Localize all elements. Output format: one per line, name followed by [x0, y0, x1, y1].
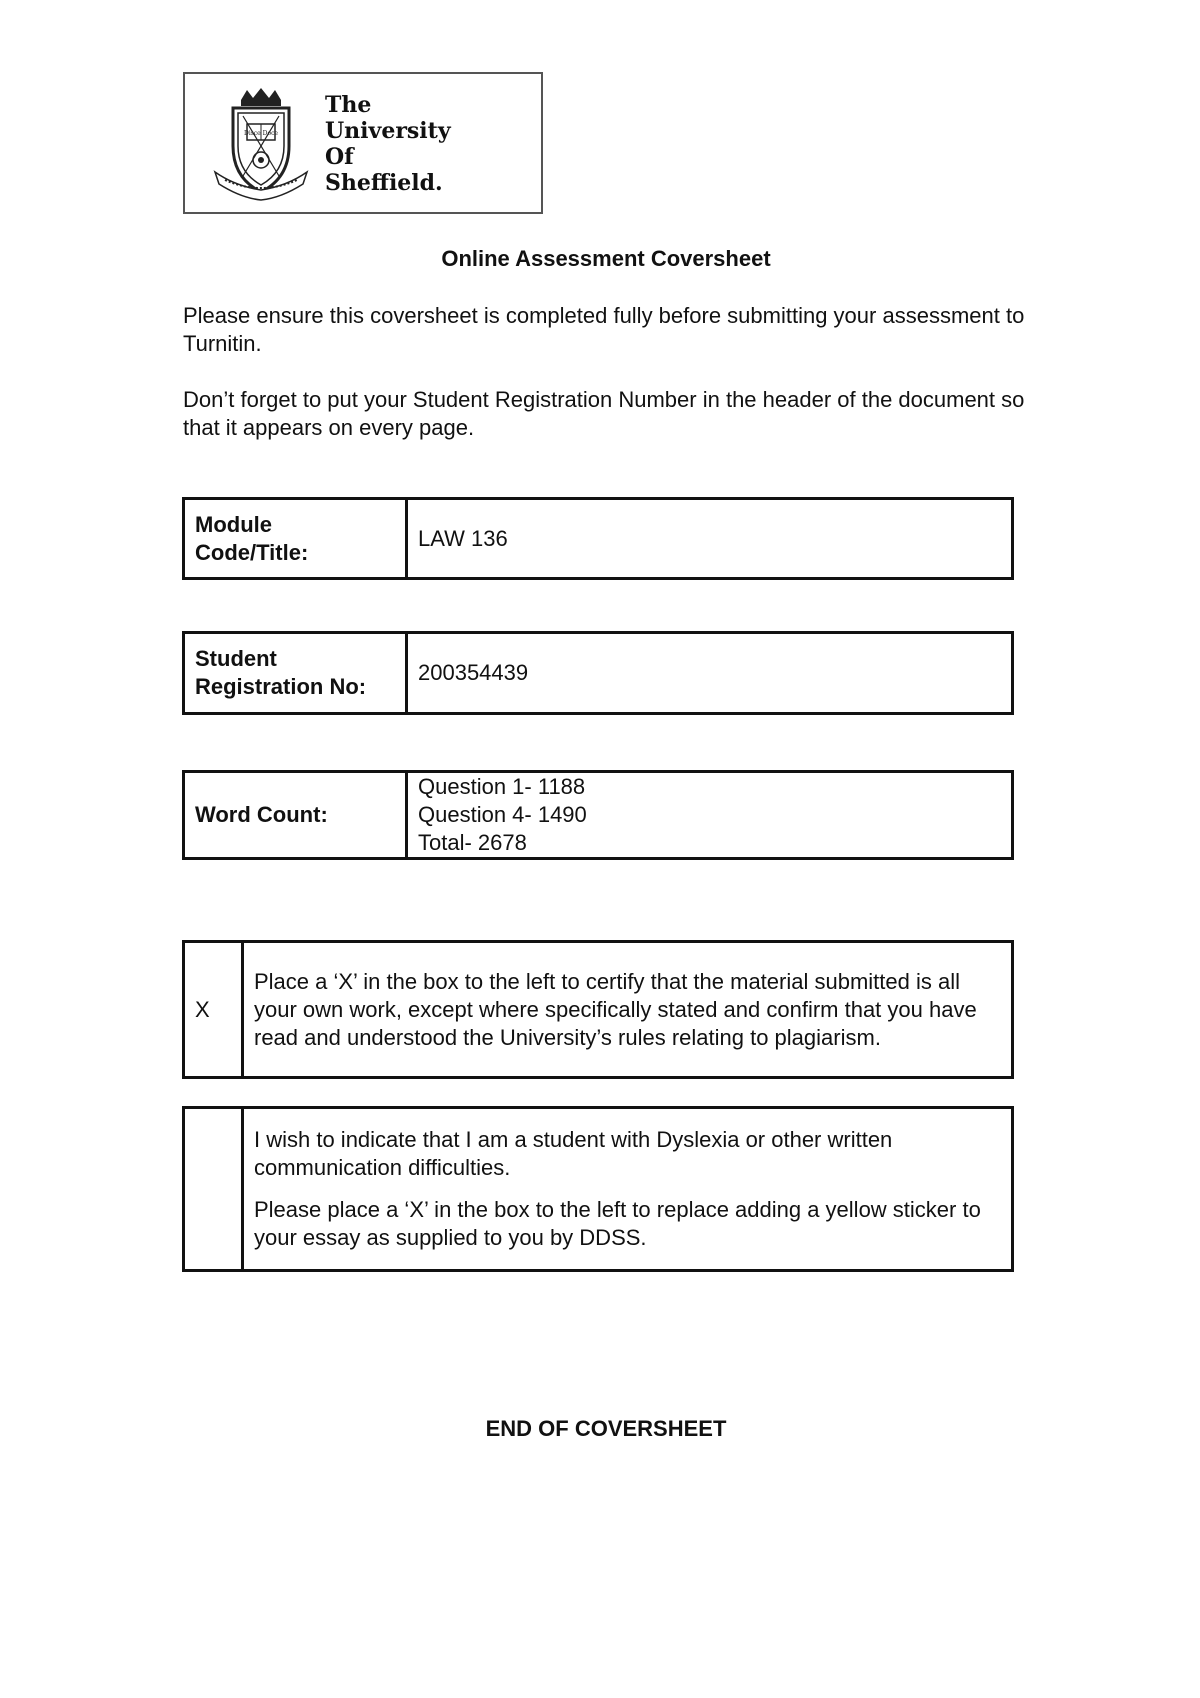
- instruction-turnitin: Please ensure this coversheet is completed fully before submitting your assessment to Turnitin.: [183, 303, 1025, 356]
- word-count-line: Question 4- 1490: [418, 802, 587, 827]
- dyslexia-checkbox[interactable]: [184, 1108, 243, 1271]
- student-table: [182, 631, 1014, 715]
- logo-line: Sheffield.: [325, 170, 443, 196]
- certify-table: [182, 940, 1014, 1079]
- university-logo: [183, 72, 543, 214]
- student-reg-value[interactable]: 200354439: [407, 633, 1013, 714]
- student-label: Student Registration No:: [184, 633, 407, 714]
- dyslexia-statement: [243, 1108, 1013, 1271]
- page-title: Online Assessment Coversheet: [441, 246, 771, 271]
- dyslexia-text: I wish to indicate that I am a student with Dyslexia or other written communication difficulties.: [254, 1127, 893, 1180]
- word-count-line: Total- 2678: [418, 830, 527, 855]
- logo-wordmark: [325, 92, 451, 196]
- dyslexia-instruction: Please place a ‘X’ in the box to the left to replace adding a yellow sticker to your essay as supplied to you by DDSS.: [254, 1197, 981, 1250]
- word-count-table: [182, 770, 1014, 860]
- instruction-header: Don’t forget to put your Student Registration Number in the header of the document so that it appears on every page.: [183, 387, 1025, 440]
- module-table: [182, 497, 1014, 580]
- logo-line: University: [325, 118, 451, 144]
- dyslexia-table: [182, 1106, 1014, 1272]
- crest-icon: [211, 86, 311, 202]
- word-count-label: Word Count:: [184, 772, 407, 859]
- end-marker: END OF COVERSHEET: [485, 1416, 727, 1441]
- certify-checkbox[interactable]: X: [184, 942, 243, 1078]
- word-count-line: Question 1- 1188: [418, 774, 586, 799]
- logo-line: Of: [325, 144, 354, 170]
- certify-statement: Place a ‘X’ in the box to the left to certify that the material submitted is all your own work, except where specifically stated and confirm that you have read and understood the University’s rules relating to plagiarism.: [243, 942, 1013, 1078]
- word-count-value[interactable]: [407, 772, 1013, 859]
- svg-text:Disce Doce: Disce Doce: [244, 130, 278, 137]
- module-value[interactable]: LAW 136: [407, 499, 1013, 579]
- logo-line: The: [325, 92, 372, 118]
- module-label: Module Code/Title:: [184, 499, 407, 579]
